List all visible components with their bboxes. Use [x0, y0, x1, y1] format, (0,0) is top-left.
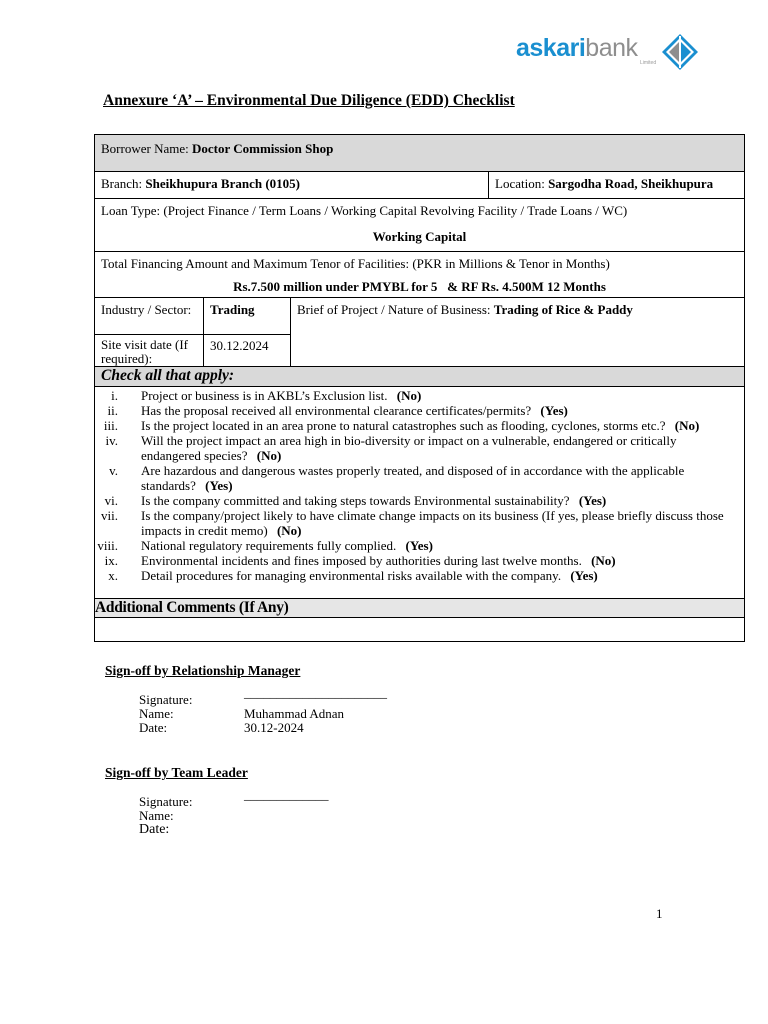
checklist-item-number: ii.: [107, 403, 118, 418]
loan-type-label: Loan Type: (Project Finance / Term Loans / Working Capital Revolving Facility / Trade Loans / WC): [101, 203, 628, 218]
askari-bank-logo: [516, 32, 701, 74]
checklist-item: [95, 553, 744, 568]
additional-comments-heading: Additional Comments (If Any): [95, 599, 289, 616]
checklist-item-number: iii.: [103, 418, 118, 433]
brief-label: Brief of Project / Nature of Business:: [297, 302, 491, 317]
site-visit-value: 30.12.2024: [210, 338, 269, 353]
checklist-item-number: vi.: [104, 493, 118, 508]
checklist-item-answer: (No): [256, 448, 282, 463]
checklist-heading-row: [95, 367, 744, 387]
location-value: Sargodha Road, Sheikhupura: [548, 176, 714, 191]
industry-brief-row: [95, 298, 744, 367]
tl-signoff-heading: Sign-off by Team Leader: [105, 765, 248, 780]
rm-signature-label: Signature:: [139, 692, 193, 707]
checklist-item-number: iv.: [105, 433, 118, 448]
checklist-item-answer: (Yes): [405, 538, 433, 553]
checklist-item-text: Is the company/project likely to have climate change impacts on its business (If yes, please briefly discuss those impacts in credit memo): [141, 508, 724, 538]
checklist-item-answer: (No): [396, 388, 422, 403]
logo-emblem-icon: [660, 32, 700, 72]
page-title: Annexure ‘A’ – Environmental Due Diligence (EDD) Checklist: [103, 92, 515, 109]
financing-value: Rs.7.500 million under PMYBL for 5 & RF Rs. 4.500M 12 Months: [233, 279, 606, 294]
rm-date-label: Date:: [139, 720, 168, 735]
tl-date-row: [139, 822, 244, 838]
checklist-item-text: Is the company committed and taking steps towards Environmental sustainability?: [141, 493, 570, 508]
rm-date-value: 30.12-2024: [244, 720, 304, 735]
rm-name-label: Name:: [139, 706, 174, 721]
location-cell: [489, 172, 719, 196]
checklist-item-text: Are hazardous and dangerous wastes properly treated, and disposed of in accordance with the applicable standards?: [141, 463, 685, 493]
tl-signature-label: Signature:: [139, 794, 193, 809]
checklist-item: [95, 538, 744, 553]
checklist-item: [95, 463, 744, 493]
borrower-label: Borrower Name:: [101, 141, 189, 156]
checklist-items-row: [95, 387, 744, 599]
checklist-item-number: v.: [109, 463, 118, 478]
checklist-list: [95, 388, 744, 583]
page-number: 1: [656, 906, 663, 921]
checklist-item-text: National regulatory requirements fully complied.: [141, 538, 397, 553]
checklist-item: [95, 418, 744, 433]
checklist-item: [95, 568, 744, 583]
branch-value: Sheikhupura Branch (0105): [145, 176, 300, 191]
checklist-item-text: Will the project impact an area high in bio-diversity or impact on a vulnerable, endangered or critically endangered species?: [141, 433, 677, 463]
checklist-item-answer: (Yes): [570, 568, 598, 583]
checklist-item-number: x.: [108, 568, 118, 583]
brief-value: Trading of Rice & Paddy: [493, 302, 633, 317]
branch-label: Branch:: [101, 176, 143, 191]
checklist-item-answer: (No): [674, 418, 700, 433]
edd-checklist-table: [94, 134, 745, 642]
checklist-item-number: ix.: [104, 553, 118, 568]
loan-type-row: [95, 199, 744, 252]
borrower-cell: [95, 137, 339, 161]
logo-tagline: Limited: [640, 60, 657, 66]
additional-comments-row: [95, 618, 744, 641]
site-visit-label: Site visit date (If required):: [101, 337, 189, 366]
checklist-item-answer: (Yes): [540, 403, 568, 418]
checklist-item: [95, 433, 744, 463]
checklist-item-text: Is the project located in an area prone to natural catastrophes such as flooding, cyclones, storms etc.?: [141, 418, 666, 433]
rm-signoff-heading: Sign-off by Relationship Manager: [105, 663, 301, 678]
checklist-item-number: viii.: [97, 538, 118, 553]
rm-date-row: [139, 720, 304, 736]
tl-date-label: Date:: [139, 822, 170, 837]
checklist-item-number: vii.: [101, 508, 118, 523]
logo-wordmark: askaribank: [516, 34, 638, 62]
borrower-value: Doctor Commission Shop: [191, 141, 334, 156]
checklist-item-text: Has the proposal received all environmental clearance certificates/permits?: [141, 403, 532, 418]
brief-cell: [291, 298, 639, 322]
checklist-item-text: Environmental incidents and fines imposed by authorities during last twelve months.: [141, 553, 582, 568]
checklist-item-answer: (No): [276, 523, 302, 538]
checklist-item: [95, 388, 744, 403]
tl-signature-line: _____________: [244, 787, 329, 802]
location-label: Location:: [495, 176, 545, 191]
branch-location-row: [95, 172, 744, 199]
branch-cell: [95, 172, 306, 196]
additional-comments-heading-row: [95, 599, 744, 618]
checklist-item-answer: (Yes): [205, 478, 233, 493]
borrower-row: [95, 135, 744, 172]
checklist-item: [95, 508, 744, 538]
financing-row: [95, 252, 744, 298]
checklist-item-text: Detail procedures for managing environmental risks available with the company.: [141, 568, 562, 583]
rm-signature-line: ______________________: [244, 685, 387, 700]
financing-label: Total Financing Amount and Maximum Tenor of Facilities: (PKR in Millions & Tenor in Months): [101, 256, 610, 271]
additional-comments-value: [95, 618, 107, 626]
checklist-item-answer: (No): [591, 553, 616, 568]
checklist-item: [95, 403, 744, 418]
rm-name-value: Muhammad Adnan: [244, 706, 345, 721]
industry-label: Industry / Sector:: [101, 302, 192, 317]
checklist-item: [95, 493, 744, 508]
checklist-item-answer: (Yes): [578, 493, 607, 508]
checklist-item-number: i.: [111, 388, 118, 403]
tl-name-label: Name:: [139, 808, 174, 823]
checklist-heading: Check all that apply:: [101, 367, 235, 384]
loan-type-value: Working Capital: [372, 229, 467, 244]
checklist-item-text: Project or business is in AKBL’s Exclusion list.: [141, 388, 388, 403]
industry-value: Trading: [210, 302, 255, 317]
